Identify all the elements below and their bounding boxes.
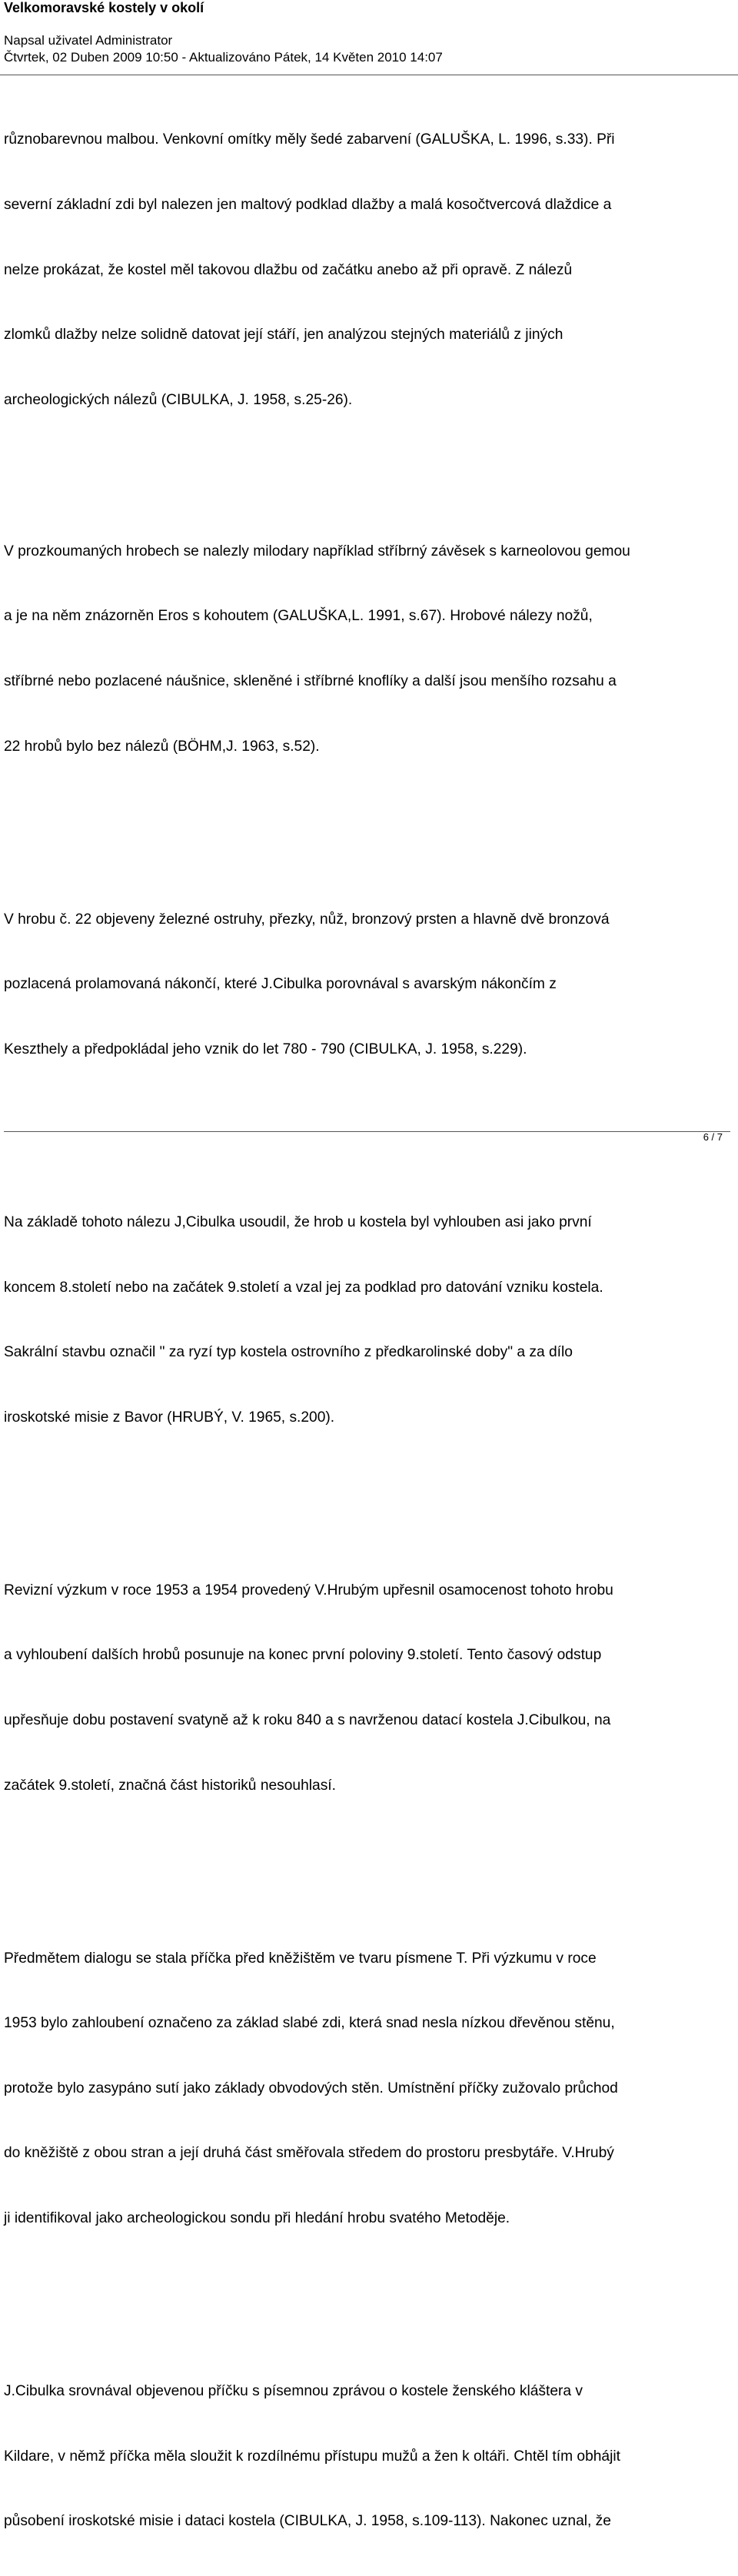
text-line: Předmětem dialogu se stala příčka před kněžištěm ve tvaru písmene T. Při výzkumu v roce (4, 1950, 597, 1967)
text-line: nelze prokázat, že kostel měl takovou dlažbu od začátku anebo až při opravě. Z nálezů (4, 261, 573, 278)
paragraph-7 (4, 2338, 736, 2576)
text-line: Kildare, v němž příčka měla sloužit k rozdílnému přístupu mužů a žen k oltáři. Chtěl tím obhájit (4, 2448, 620, 2465)
text-line: severní základní zdi byl nalezen jen maltový podklad dlažby a malá kosočtvercová dlaždice a (4, 197, 612, 214)
text-line: 1953 bylo zahloubení označeno za základ slabé zdi, která snad nesla nízkou dřevěnou stěnu, (4, 2015, 615, 2032)
text-line: zlomků dlažby nelze solidně datovat její stáří, jen analýzou stejných materiálů z jiných (4, 327, 563, 344)
paragraph-5 (4, 1536, 736, 1840)
text-line: archeologických nálezů (CIBULKA, J. 1958, s.25-26). (4, 391, 353, 408)
paragraph-6 (4, 1904, 736, 2272)
text-line: pozlacená prolamovaná nákončí, které J.Cibulka porovnával s avarským nákončím z (4, 976, 557, 993)
text-line: upřesňuje dobu postavení svatyně až k roku 840 a s navrženou datací kostela J.Cibulkou, na (4, 1712, 611, 1728)
paragraph-2 (4, 497, 736, 801)
text-line: V prozkoumaných hrobech se nalezly milodary například stříbrný závěsek s karneolovou gemou (4, 543, 630, 559)
text-line: protože bylo zasypáno sutí jako základy obvodových stěn. Umístnění příčky zužovalo průchod (4, 2080, 618, 2096)
date-line: Čtvrtek, 02 Duben 2009 10:50 - Aktualizováno Pátek, 14 Květen 2010 14:07 (4, 50, 443, 65)
text-line: do kněžiště z obou stran a její druhá část směřovala středem do prostoru presbytáře. V.Hrubý (4, 2145, 614, 2162)
text-line: Na základě tohoto nálezu J,Cibulka usoudil, že hrob u kostela byl vyhlouben asi jako první (4, 1213, 592, 1230)
text-line: J.Cibulka srovnával objevenou příčku s písemnou zprávou o kostele ženského kláštera v (4, 2383, 583, 2400)
text-line: působení iroskotské misie i dataci kostela (CIBULKA, J. 1958, s.109-113). Nakonec uznal, že (4, 2513, 611, 2530)
text-line: a je na něm znázorněn Eros s kohoutem (GALUŠKA,L. 1991, s.67). Hrobové nálezy nožů, (4, 608, 593, 625)
text-line: ji identifikoval jako archeologickou sondu při hledání hrobu svatého Metoděje. (4, 2210, 510, 2227)
author-line: Napsal uživatel Administrator (4, 33, 173, 48)
text-line: začátek 9.století, značná část historiků nesouhlasí. (4, 1777, 336, 1794)
paragraph-4 (4, 1169, 736, 1472)
paragraph-1 (4, 86, 736, 454)
text-line: V hrobu č. 22 objeveny železné ostruhy, přezky, nůž, bronzový prsten a hlavně dvě bronzová (4, 911, 610, 928)
text-line: iroskotské misie z Bavor (HRUBÝ, V. 1965, s.200). (4, 1409, 335, 1426)
text-line: Revizní výzkum v roce 1953 a 1954 provedený V.Hrubým upřesnil osamocenost tohoto hrobu (4, 1582, 613, 1598)
text-line: 22 hrobů bylo bez nálezů (BÖHM,J. 1963, s.52). (4, 738, 320, 755)
text-line: Keszthely a předpokládal jeho vznik do let 780 - 790 (CIBULKA, J. 1958, s.229). (4, 1041, 527, 1057)
page-number: 6 / 7 (703, 1131, 723, 1143)
article-body (4, 86, 736, 2576)
text-line: různobarevnou malbou. Venkovní omítky měly šedé zabarvení (GALUŠKA, L. 1996, s.33). Při (4, 131, 615, 148)
article-header (4, 0, 734, 66)
text-line: a vyhloubení dalších hrobů posunuje na konec první poloviny 9.století. Tento časový odstup (4, 1647, 602, 1664)
text-line: Sakrální stavbu označil " za ryzí typ kostela ostrovního z předkarolinské doby" a za dílo (4, 1344, 573, 1361)
footer-divider (4, 1131, 730, 1132)
article-title[interactable]: Velkomoravské kostely v okolí (4, 0, 204, 15)
text-line: stříbrné nebo pozlacené náušnice, skleněné i stříbrné knoflíky a další jsou menšího rozsahu a (4, 673, 617, 690)
paragraph-3 (4, 865, 736, 1104)
text-line: koncem 8.století nebo na začátek 9.století a vzal jej za podklad pro datování vzniku kostela. (4, 1279, 603, 1296)
